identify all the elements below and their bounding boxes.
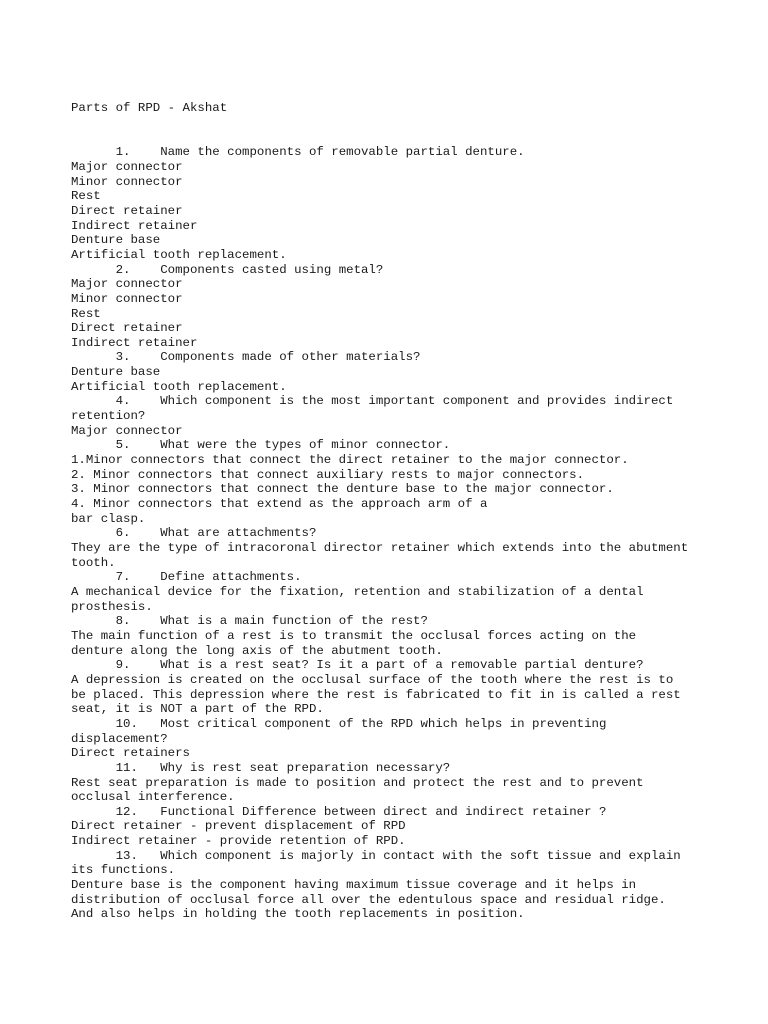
text-line: Denture base [71, 233, 161, 248]
text-line: Indirect retainer - provide retention of RPD. [71, 834, 406, 849]
text-line: distribution of occlusal force all over the edentulous space and residual ridge. [71, 892, 666, 907]
text-line: And also helps in holding the tooth replacements in position. [71, 907, 525, 922]
text-line: 13. Which component is majorly in contact with the soft tissue and explain [71, 848, 681, 863]
text-line: 7. Define attachments. [71, 570, 302, 585]
text-line: occlusal interference. [71, 790, 235, 805]
document-body [71, 145, 711, 922]
text-line: Major connector [71, 277, 183, 292]
text-line: denture along the long axis of the abutment tooth. [71, 643, 443, 658]
text-line: 4. Which component is the most important component and provides indirect [71, 394, 674, 409]
text-line: Minor connector [71, 174, 183, 189]
document-title: Parts of RPD - Akshat [71, 101, 228, 116]
text-line: A depression is created on the occlusal surface of the tooth where the rest is to [71, 672, 674, 687]
text-line: Major connector [71, 159, 183, 174]
text-line: Indirect retainer [71, 218, 198, 233]
text-line: 6. What are attachments? [71, 526, 317, 541]
text-line: Major connector [71, 423, 183, 438]
text-line: 4. Minor connectors that extend as the approach arm of a [71, 497, 488, 512]
text-line: 1. Name the components of removable partial denture. [71, 145, 525, 160]
text-line: Artificial tooth replacement. [71, 379, 287, 394]
text-line: be placed. This depression where the rest is fabricated to fit in is called a rest [71, 687, 681, 702]
text-line: displacement? [71, 731, 168, 746]
text-line: prosthesis. [71, 599, 153, 614]
text-line: Rest [71, 189, 101, 204]
document-page [71, 72, 711, 937]
text-line: Rest seat preparation is made to position and protect the rest and to prevent [71, 775, 644, 790]
text-line: They are the type of intracoronal director retainer which extends into the abutment [71, 541, 689, 555]
text-line: The main function of a rest is to transmit the occlusal forces acting on the [71, 628, 637, 643]
text-line: Indirect retainer [71, 335, 198, 350]
text-line: 5. What were the types of minor connector. [71, 438, 451, 453]
text-line: Direct retainer [71, 203, 183, 218]
text-line: 11. Why is rest seat preparation necessary? [71, 760, 451, 775]
text-line: 2. Components casted using metal? [71, 262, 384, 277]
text-line: Artificial tooth replacement. [71, 247, 287, 262]
text-line: A mechanical device for the fixation, retention and stabilization of a dental [71, 584, 644, 599]
text-line: Denture base is the component having maximum tissue coverage and it helps in [71, 878, 637, 893]
text-line: 3. Minor connectors that connect the denture base to the major connector. [71, 482, 614, 497]
text-line: 3. Components made of other materials? [71, 350, 421, 365]
text-line: its functions. [71, 863, 176, 878]
text-line: Denture base [71, 365, 161, 380]
text-line: tooth. [71, 555, 116, 570]
text-line: 1.Minor connectors that connect the direct retainer to the major connector. [71, 453, 629, 468]
text-line: Direct retainer - prevent displacement of RPD [71, 819, 406, 834]
text-line: 10. Most critical component of the RPD which helps in preventing [71, 716, 607, 731]
text-line: seat, it is NOT a part of the RPD. [71, 702, 324, 717]
text-line: 8. What is a main function of the rest? [71, 614, 428, 629]
text-line: 9. What is a rest seat? Is it a part of a removable partial denture? [71, 658, 644, 673]
text-line: 12. Functional Difference between direct and indirect retainer ? [71, 804, 607, 819]
text-line: retention? [71, 409, 146, 424]
text-line: Minor connector [71, 291, 183, 306]
text-line: 2. Minor connectors that connect auxiliary rests to major connectors. [71, 467, 585, 482]
text-line: Rest [71, 306, 101, 321]
text-line: Direct retainer [71, 321, 183, 336]
text-line: Direct retainers [71, 746, 190, 761]
text-line: bar clasp. [71, 511, 146, 526]
